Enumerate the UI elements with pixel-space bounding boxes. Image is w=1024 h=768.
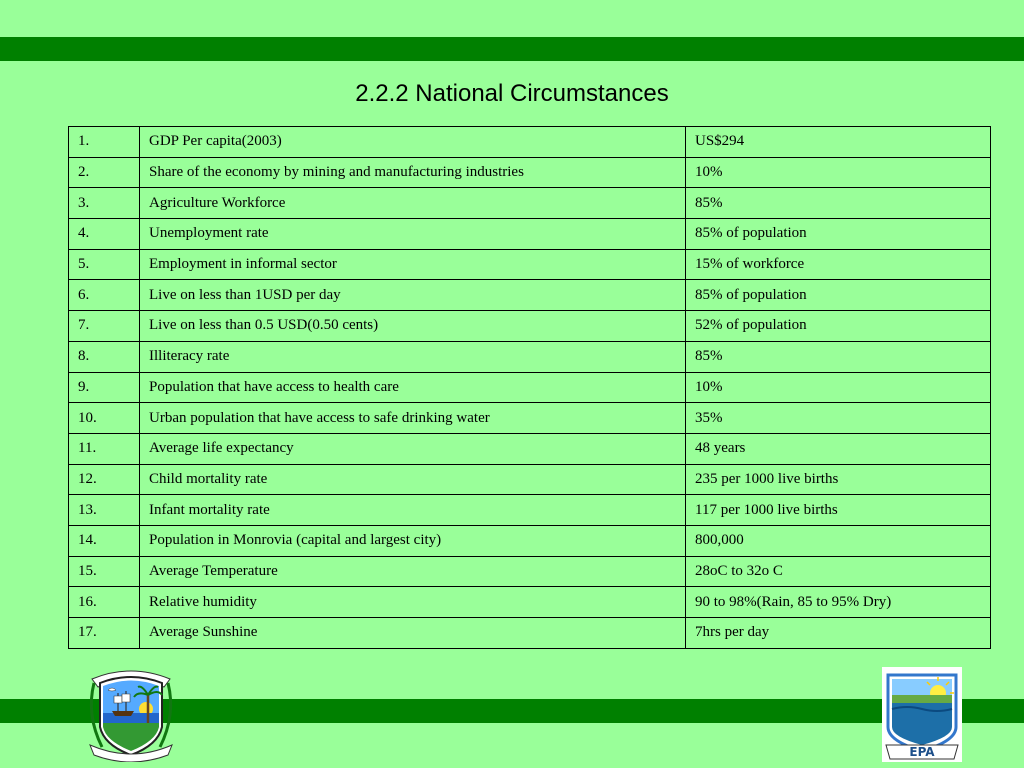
slide-title: 2.2.2 National Circumstances (355, 80, 669, 107)
row-number: 13. (69, 495, 140, 526)
indicator-cell: Agriculture Workforce (140, 188, 686, 219)
value-cell: 235 per 1000 live births (686, 464, 991, 495)
indicator-cell: Employment in informal sector (140, 249, 686, 280)
indicator-cell: Average Sunshine (140, 618, 686, 649)
coat-of-arms-icon (84, 665, 178, 762)
row-number: 9. (69, 372, 140, 403)
value-cell: 117 per 1000 live births (686, 495, 991, 526)
table-row (69, 127, 991, 158)
row-number: 3. (69, 188, 140, 219)
value-cell: 85% (686, 188, 991, 219)
value-cell: 48 years (686, 433, 991, 464)
row-number: 5. (69, 249, 140, 280)
indicator-cell: Average life expectancy (140, 433, 686, 464)
indicator-cell: Infant mortality rate (140, 495, 686, 526)
indicator-cell: Population that have access to health care (140, 372, 686, 403)
table-row (69, 618, 991, 649)
value-cell: 85% (686, 341, 991, 372)
row-number: 6. (69, 280, 140, 311)
table-row (69, 341, 991, 372)
row-number: 10. (69, 403, 140, 434)
indicator-cell: Live on less than 0.5 USD(0.50 cents) (140, 311, 686, 342)
row-number: 15. (69, 556, 140, 587)
table-row (69, 249, 991, 280)
value-cell: US$294 (686, 127, 991, 158)
row-number: 1. (69, 127, 140, 158)
top-green-band (0, 37, 1024, 61)
indicator-cell: Population in Monrovia (capital and largest city) (140, 525, 686, 556)
table-row (69, 556, 991, 587)
epa-logo-label: EPA (909, 745, 935, 759)
value-cell: 10% (686, 157, 991, 188)
value-cell: 7hrs per day (686, 618, 991, 649)
value-cell: 52% of population (686, 311, 991, 342)
indicator-cell: GDP Per capita(2003) (140, 127, 686, 158)
value-cell: 85% of population (686, 280, 991, 311)
value-cell: 800,000 (686, 525, 991, 556)
row-number: 4. (69, 219, 140, 250)
row-number: 16. (69, 587, 140, 618)
indicator-cell: Unemployment rate (140, 219, 686, 250)
row-number: 2. (69, 157, 140, 188)
table-row (69, 587, 991, 618)
table-row (69, 464, 991, 495)
table-row (69, 157, 991, 188)
value-cell: 28oC to 32o C (686, 556, 991, 587)
indicator-cell: Illiteracy rate (140, 341, 686, 372)
value-cell: 90 to 98%(Rain, 85 to 95% Dry) (686, 587, 991, 618)
national-circumstances-table (68, 126, 991, 649)
indicator-cell: Relative humidity (140, 587, 686, 618)
row-number: 17. (69, 618, 140, 649)
table-row (69, 219, 991, 250)
row-number: 7. (69, 311, 140, 342)
epa-logo (882, 667, 962, 762)
row-number: 14. (69, 525, 140, 556)
table-row (69, 495, 991, 526)
table-row (69, 372, 991, 403)
table-row (69, 280, 991, 311)
indicator-cell: Urban population that have access to safe drinking water (140, 403, 686, 434)
table-row (69, 403, 991, 434)
value-cell: 85% of population (686, 219, 991, 250)
value-cell: 10% (686, 372, 991, 403)
table-row (69, 433, 991, 464)
indicator-cell: Live on less than 1USD per day (140, 280, 686, 311)
indicator-cell: Share of the economy by mining and manufacturing industries (140, 157, 686, 188)
row-number: 12. (69, 464, 140, 495)
value-cell: 15% of workforce (686, 249, 991, 280)
table-body (69, 127, 991, 649)
row-number: 11. (69, 433, 140, 464)
indicator-cell: Child mortality rate (140, 464, 686, 495)
table-row (69, 525, 991, 556)
table-row (69, 311, 991, 342)
indicator-cell: Average Temperature (140, 556, 686, 587)
value-cell: 35% (686, 403, 991, 434)
table-row (69, 188, 991, 219)
row-number: 8. (69, 341, 140, 372)
